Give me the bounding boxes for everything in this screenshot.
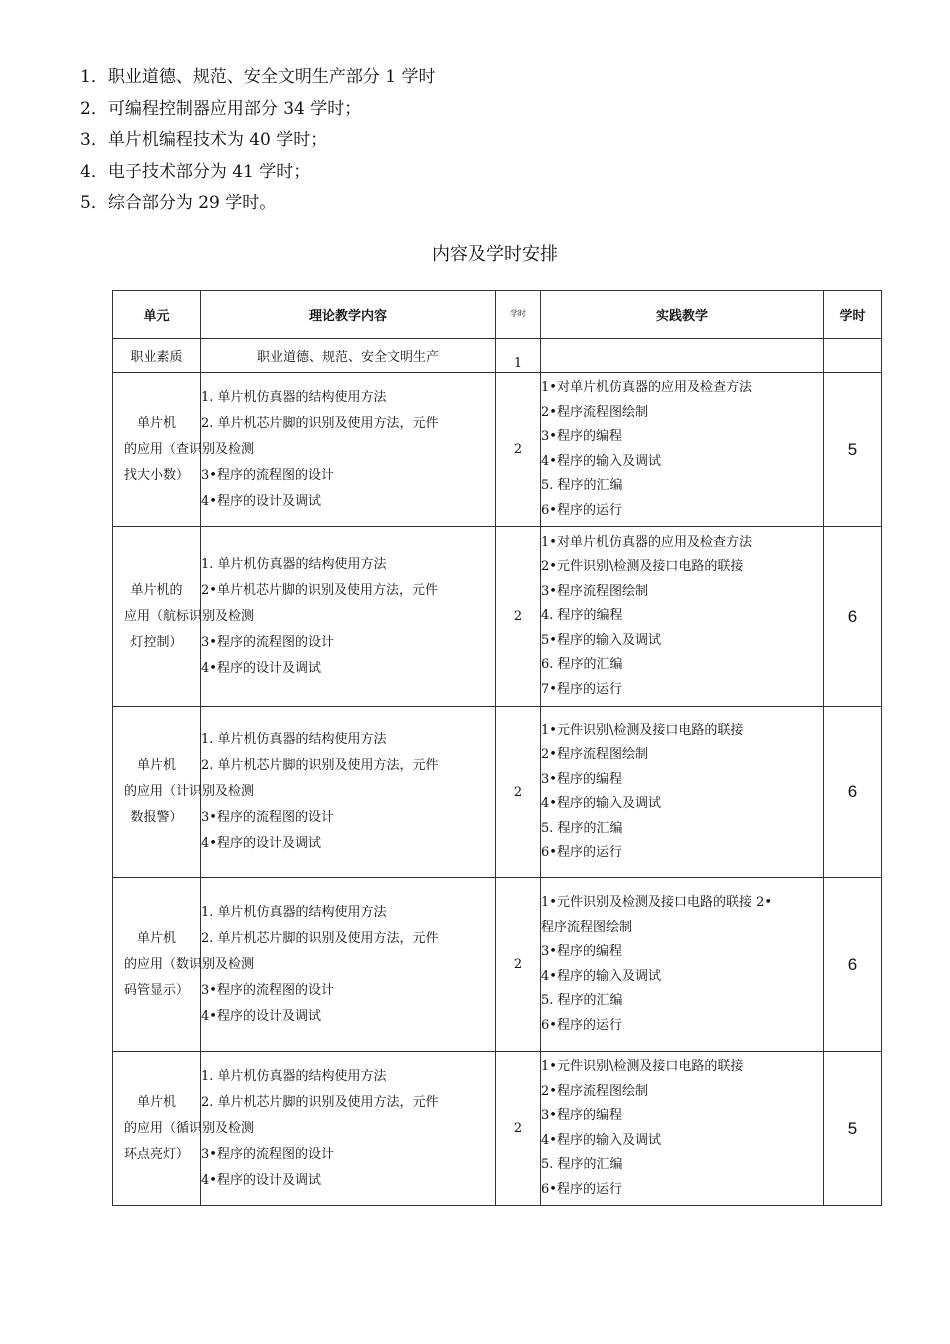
- cell-line: 识别及检测: [189, 956, 255, 972]
- table-row: [113, 707, 882, 878]
- cell-line: 2. 单片机芯片脚的识别及使用方法，元件: [201, 1094, 439, 1110]
- cell-line: 1. 单片机仿真器的结构使用方法: [201, 904, 387, 920]
- cell-line: 2•程序流程图绘制: [541, 747, 648, 762]
- cell-line: 识别及检测: [189, 441, 255, 457]
- cell-line: 3•程序的流程图的设计: [201, 467, 334, 483]
- practice-cell: [541, 527, 824, 707]
- cell-line: 3•程序的流程图的设计: [201, 1146, 334, 1162]
- cell-line: 3•程序的编程: [541, 429, 622, 444]
- theory-hours-cell: 2: [496, 1052, 541, 1206]
- practice-cell: [541, 339, 824, 373]
- cell-line: 1•对单片机仿真器的应用及检查方法: [541, 380, 752, 395]
- hours-cell: 6: [824, 878, 882, 1052]
- hours-cell: 5: [824, 1052, 882, 1206]
- cell-line: 2. 单片机芯片脚的识别及使用方法，元件: [201, 415, 439, 431]
- cell-line: 应用（航标: [123, 608, 189, 624]
- theory-hours-cell: 2: [496, 878, 541, 1052]
- cell-line: 6•程序的运行: [541, 502, 622, 518]
- cell-line: 4•程序的输入及调试: [541, 453, 661, 469]
- cell-line: 程序流程图绘制: [541, 919, 633, 935]
- cell-line: 2. 单片机芯片脚的识别及使用方法，元件: [201, 758, 439, 773]
- cell-line: 2•单片机芯片脚的识别及使用方法，元件: [201, 582, 438, 598]
- table-title: 内容及学时安排: [432, 244, 558, 265]
- intro-item: 1．职业道德、规范、安全文明生产部分 1 学时: [80, 67, 436, 87]
- cell-line: 识别及检测: [189, 1120, 255, 1136]
- intro-list: [80, 62, 435, 220]
- cell-line: 单片机的: [130, 582, 183, 598]
- cell-line: 1•元件识别及检测及接口电路的联接 2•: [541, 895, 773, 910]
- cell-line: 6•程序的运行: [541, 1017, 622, 1033]
- unit-cell: 职业素质: [113, 339, 201, 373]
- hours-cell: [824, 339, 882, 373]
- cell-line: 的应用（数: [123, 956, 189, 972]
- theory-hours-cell: 2: [496, 527, 541, 707]
- cell-line: 1. 单片机仿真器的结构使用方法: [201, 1068, 387, 1084]
- cell-line: 2•程序流程图绘制: [541, 1083, 648, 1099]
- header-theory-hours: 学时: [496, 291, 541, 339]
- theory-hours-cell: 2: [496, 373, 541, 527]
- cell-line: 4•程序的设计及调试: [201, 1008, 321, 1024]
- cell-line: 5. 程序的汇编: [541, 820, 623, 836]
- intro-item: 2．可编程控制器应用部分 34 学时；: [80, 98, 362, 119]
- cell-line: 3•程序的编程: [541, 944, 622, 959]
- practice-cell: [541, 1052, 824, 1206]
- cell-line: 6. 程序的汇编: [541, 657, 623, 673]
- unit-cell: [113, 373, 201, 527]
- unit-cell: [113, 527, 201, 707]
- cell-line: 识别及检测: [189, 608, 255, 624]
- hours-cell: 5: [824, 373, 882, 527]
- cell-line: 的应用（查: [123, 441, 189, 457]
- cell-line: 识别及检测: [189, 784, 255, 799]
- cell-line: 3•程序的编程: [541, 771, 622, 787]
- table-row: [113, 373, 882, 527]
- intro-item: 4．电子技术部分为 41 学时；: [80, 161, 311, 182]
- hours-cell: 6: [824, 707, 882, 878]
- unit-cell: [113, 707, 201, 878]
- cell-line: 5. 程序的汇编: [541, 1157, 623, 1172]
- cell-line: 环点亮灯）: [123, 1146, 189, 1162]
- cell-line: 的应用（计: [123, 784, 189, 799]
- table-row: [113, 339, 882, 373]
- cell-line: 数报警）: [130, 810, 183, 825]
- cell-line: 灯控制）: [130, 634, 183, 650]
- cell-line: 1•元件识别\检测及接口电路的联接: [541, 1059, 744, 1074]
- theory-cell: [189, 1052, 496, 1206]
- cell-line: 5•程序的输入及调试: [541, 632, 661, 648]
- cell-line: 4. 程序的编程: [541, 608, 623, 624]
- theory-cell: [189, 373, 496, 527]
- cell-line: 单片机: [136, 1094, 176, 1110]
- cell-line: 3•程序的流程图的设计: [201, 810, 334, 825]
- cell-line: 5. 程序的汇编: [541, 993, 623, 1008]
- intro-item: 5．综合部分为 29 学时。: [80, 193, 277, 213]
- cell-line: 码管显示）: [123, 982, 189, 998]
- theory-cell: 职业道德、规范、安全文明生产: [201, 339, 496, 373]
- theory-hours-cell: 2: [496, 707, 541, 878]
- cell-line: 4•程序的设计及调试: [201, 493, 321, 509]
- theory-hours-cell: 1: [496, 339, 541, 373]
- cell-line: 的应用（循: [123, 1120, 189, 1136]
- header-row: [113, 291, 882, 339]
- cell-line: 3•程序流程图绘制: [541, 583, 648, 599]
- practice-cell: [541, 373, 824, 527]
- cell-line: 3•程序的流程图的设计: [201, 634, 334, 650]
- cell-line: 1. 单片机仿真器的结构使用方法: [201, 732, 387, 747]
- theory-cell: [189, 707, 496, 878]
- cell-line: 1•元件识别\检测及接口电路的联接: [541, 722, 744, 738]
- cell-line: 单片机: [136, 758, 176, 773]
- cell-line: 找大小数）: [123, 467, 189, 483]
- unit-cell: [113, 878, 201, 1052]
- cell-line: 单片机: [136, 930, 176, 946]
- table-row: [113, 1052, 882, 1206]
- cell-line: 3•程序的流程图的设计: [201, 982, 334, 998]
- table-row: [113, 878, 882, 1052]
- theory-cell: [189, 527, 496, 707]
- cell-line: 1•对单片机仿真器的应用及检查方法: [541, 534, 752, 550]
- cell-line: 6•程序的运行: [541, 1181, 622, 1197]
- cell-line: 1. 单片机仿真器的结构使用方法: [201, 556, 387, 572]
- table-row: [113, 527, 882, 707]
- header-unit: 单元: [113, 291, 201, 339]
- cell-line: 7•程序的运行: [541, 681, 622, 697]
- unit-cell: [113, 1052, 201, 1206]
- theory-cell: [189, 878, 496, 1052]
- cell-line: 4•程序的输入及调试: [541, 968, 661, 984]
- cell-line: 4•程序的输入及调试: [541, 796, 661, 811]
- intro-item: 3．单片机编程技术为 40 学时；: [80, 130, 328, 150]
- practice-cell: [541, 878, 824, 1052]
- cell-line: 2•程序流程图绘制: [541, 404, 648, 420]
- cell-line: 4•程序的设计及调试: [201, 660, 321, 676]
- cell-line: 单片机: [136, 415, 176, 431]
- schedule-table: [112, 290, 882, 1206]
- cell-line: 3•程序的编程: [541, 1108, 622, 1123]
- hours-cell: 6: [824, 527, 882, 707]
- cell-line: 1. 单片机仿真器的结构使用方法: [201, 389, 387, 405]
- cell-line: 4•程序的输入及调试: [541, 1132, 661, 1148]
- cell-line: 4•程序的设计及调试: [201, 1172, 321, 1188]
- header-practice: 实践教学: [541, 291, 824, 339]
- cell-line: 6•程序的运行: [541, 845, 622, 860]
- practice-cell: [541, 707, 824, 878]
- header-theory: 理论教学内容: [201, 291, 496, 339]
- header-hours: 学时: [824, 291, 882, 339]
- cell-line: 5. 程序的汇编: [541, 478, 623, 493]
- cell-line: 4•程序的设计及调试: [201, 836, 321, 851]
- cell-line: 2•元件识别\检测及接口电路的联接: [541, 559, 744, 575]
- cell-line: 2. 单片机芯片脚的识别及使用方法，元件: [201, 930, 439, 946]
